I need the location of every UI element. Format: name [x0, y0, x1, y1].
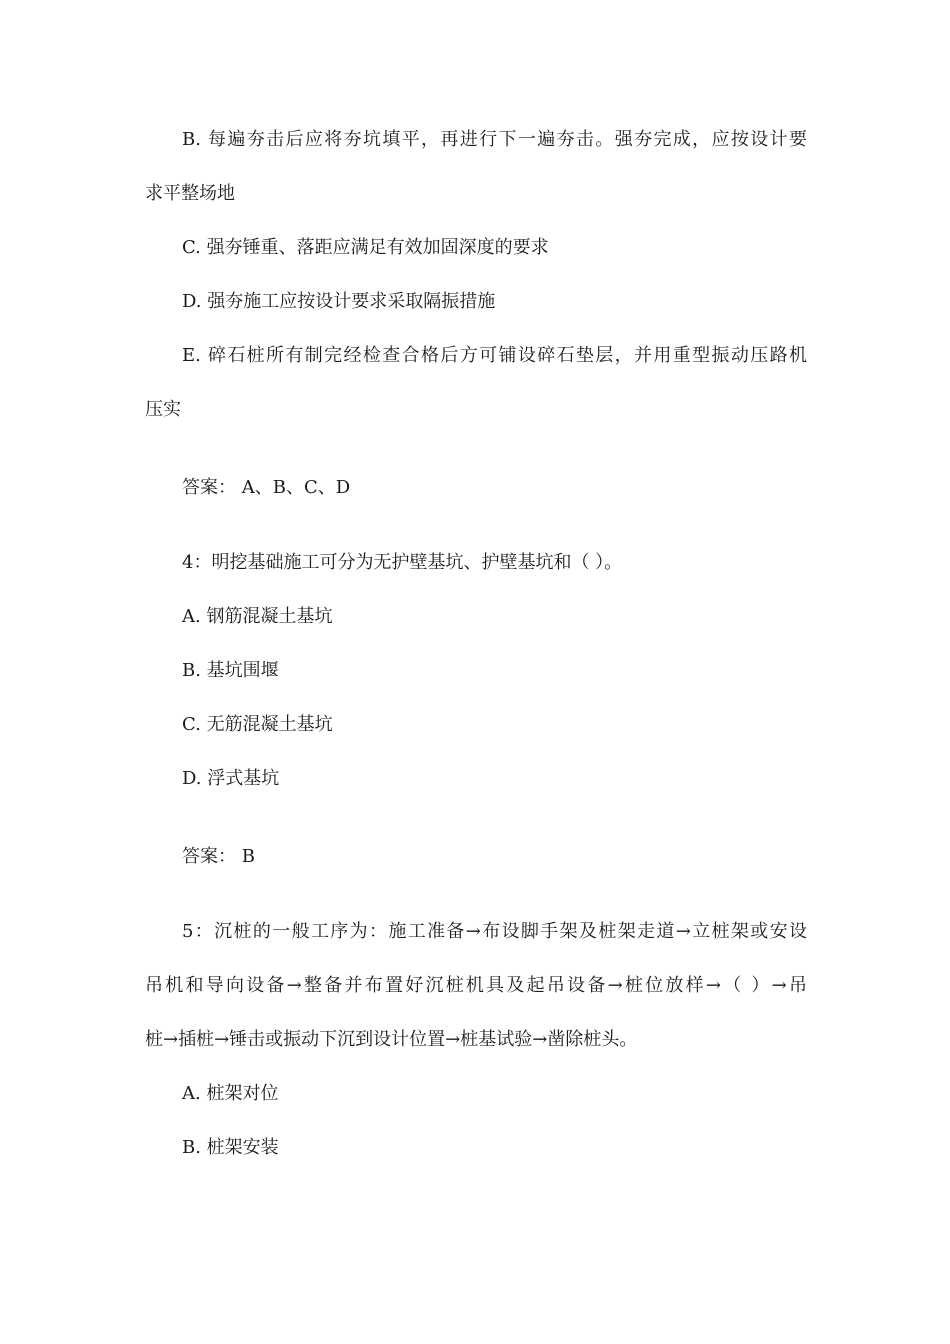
question-4-option-a: A. 钢筋混凝土基坑 — [182, 606, 333, 627]
question-5-option-b: B. 桩架安装 — [182, 1137, 279, 1158]
question-4-option-d: D. 浮式基坑 — [182, 768, 280, 789]
option-e-line-1: E. 碎石桩所有制完经检查合格后方可铺设碎石垫层，并用重型振动压路机 — [182, 345, 807, 366]
option-e-line-2: 压实 — [145, 399, 181, 420]
option-b-line-2: 求平整场地 — [145, 183, 235, 204]
option-c: C. 强夯锤重、落距应满足有效加固深度的要求 — [182, 237, 549, 258]
question-5-line-2: 吊机和导向设备→整备并布置好沉桩机具及起吊设备→桩位放样→（ ）→吊 — [145, 975, 807, 996]
answer-3: 答案： A、B、C、D — [182, 477, 351, 498]
option-d: D. 强夯施工应按设计要求采取隔振措施 — [182, 291, 496, 312]
option-b-line-1: B. 每遍夯击后应将夯坑填平，再进行下一遍夯击。强夯完成，应按设计要 — [182, 129, 807, 150]
question-4: 4：明挖基础施工可分为无护壁基坑、护壁基坑和（ ）。 — [182, 552, 623, 573]
question-5-line-1: 5：沉桩的一般工序为：施工准备→布设脚手架及桩架走道→立桩架或安设 — [182, 921, 807, 942]
question-5-line-3: 桩→插桩→锤击或振动下沉到设计位置→桩基试验→凿除桩头。 — [145, 1029, 638, 1050]
question-4-option-c: C. 无筋混凝土基坑 — [182, 714, 333, 735]
question-4-option-b: B. 基坑围堰 — [182, 660, 279, 681]
answer-4: 答案： B — [182, 846, 255, 867]
question-5-option-a: A. 桩架对位 — [182, 1083, 279, 1104]
